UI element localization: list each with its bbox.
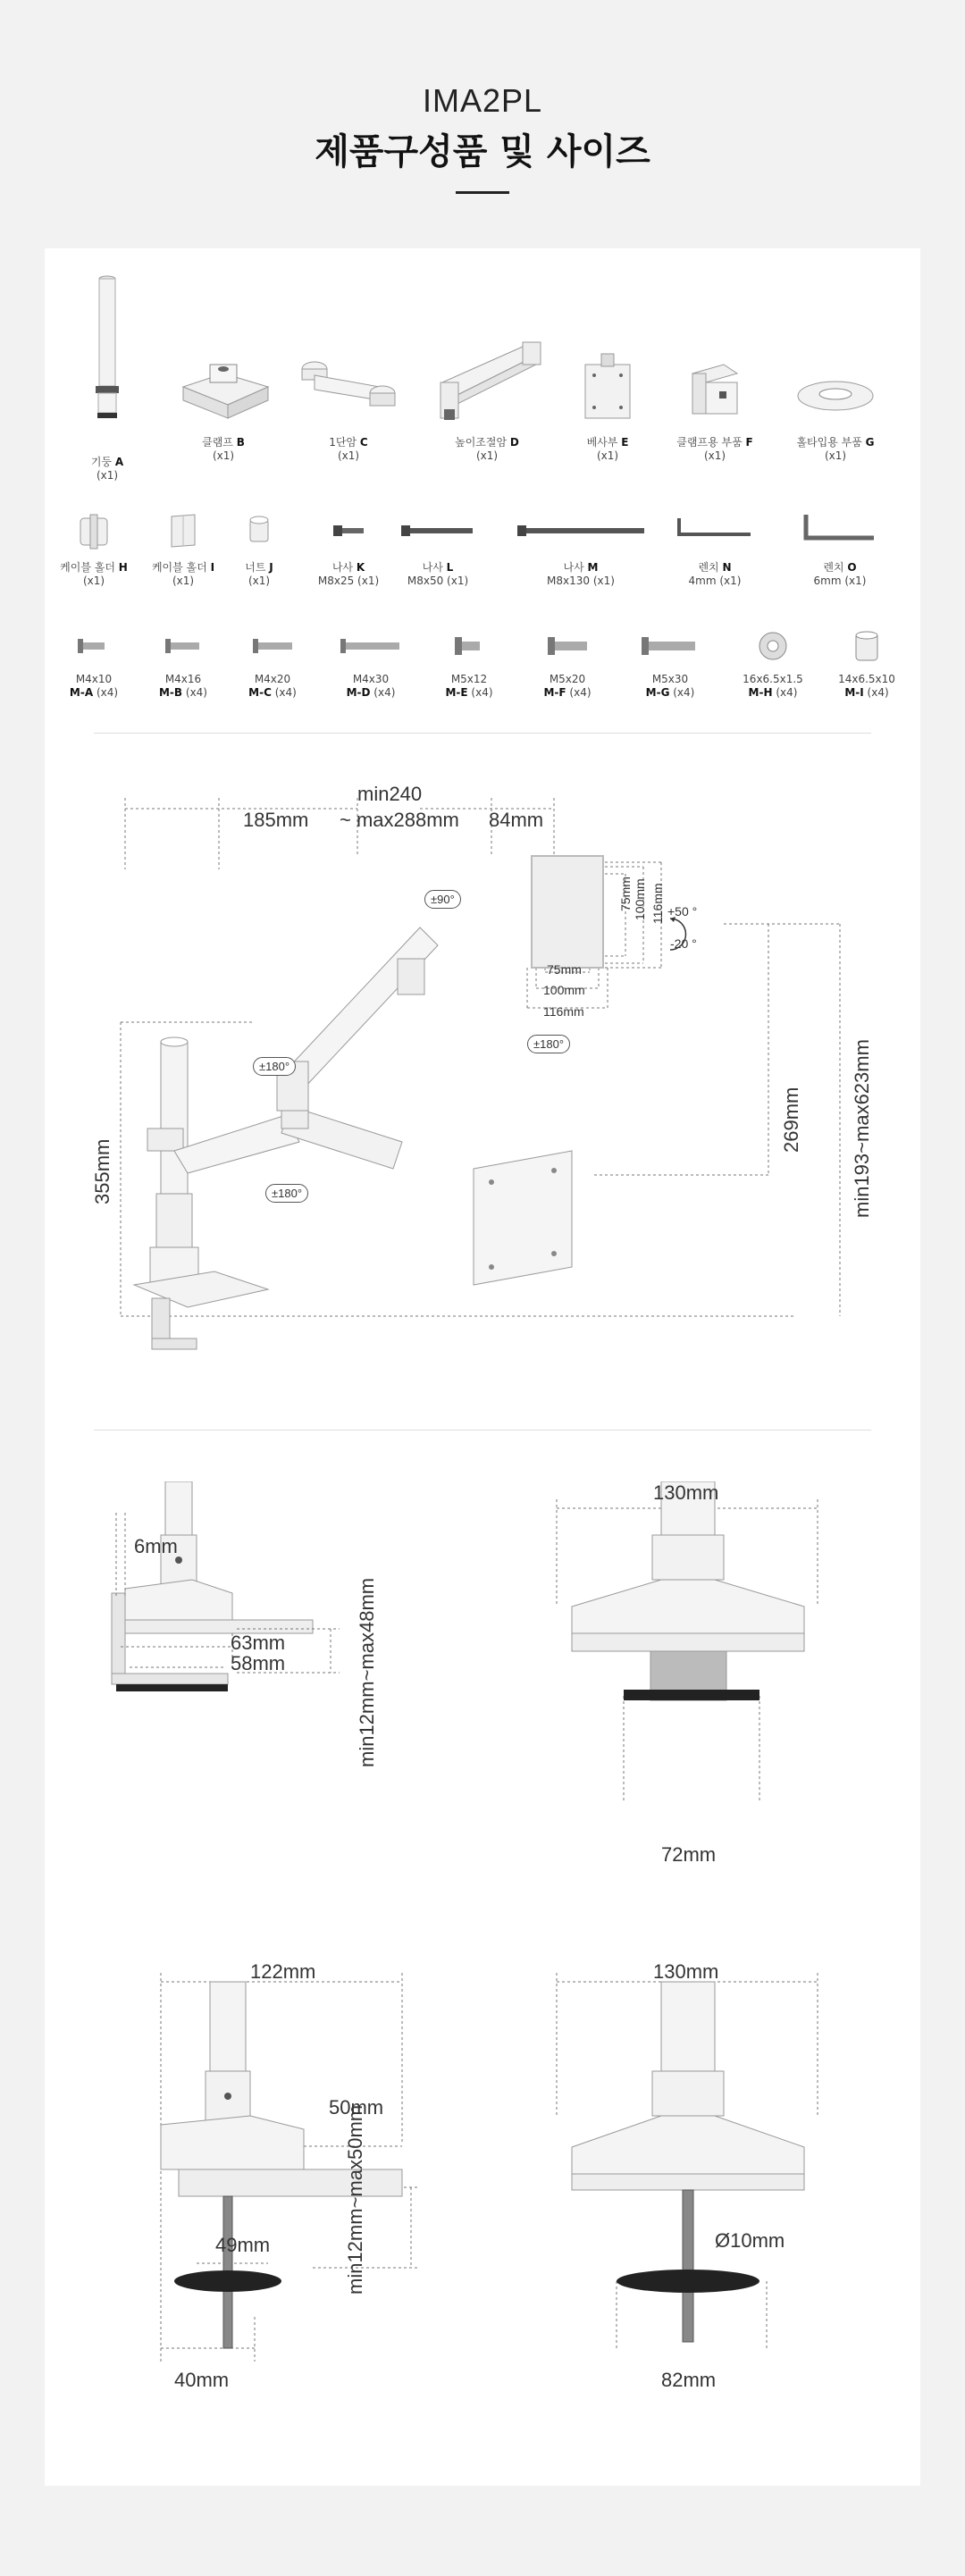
dim-diameter-10mm: Ø10mm [715, 2229, 785, 2252]
wrench-n-image [670, 508, 759, 552]
title-underline [456, 191, 509, 194]
part-name: 나사 [422, 561, 443, 574]
screw-qty: (x4) [373, 686, 396, 699]
dim-130mm-grommet: 130mm [653, 1960, 719, 1983]
screw-mg [617, 628, 724, 700]
screw-qty: (x4) [867, 686, 889, 699]
screw-size: M5x30 [651, 673, 689, 685]
screw-mc [223, 628, 322, 700]
wrench-o-image [795, 508, 885, 552]
part-qty: (x1) [172, 575, 195, 587]
spacer-image [840, 628, 894, 664]
part-name: 홀타입용 부품 [796, 436, 862, 449]
screw-qty: (x4) [471, 686, 493, 699]
vesa-v100: 100mm [633, 878, 647, 920]
screw-size: 14x6.5x10 [838, 673, 895, 685]
screw-mf [518, 628, 617, 700]
part-letter: M [587, 561, 599, 574]
screw-code: M-D [346, 686, 371, 699]
part-letter: H [118, 561, 128, 574]
screw-me [420, 628, 518, 700]
part-name: 기둥 [90, 456, 113, 468]
part-qty: (x1) [824, 449, 847, 462]
part-c [286, 338, 411, 463]
tilt-down-label: -20 ° [670, 936, 697, 951]
screw-size: M5x12 [450, 673, 488, 685]
screw-image [156, 628, 210, 664]
part-name: 너트 [245, 561, 266, 574]
vesa-image [576, 348, 639, 427]
part-qty: M8x130 (x1) [547, 575, 615, 587]
part-qty: (x1) [475, 449, 499, 462]
clamp-thickness: min12mm~max48mm [356, 1577, 378, 1767]
part-f [661, 356, 768, 463]
part-letter: K [356, 561, 365, 574]
dim-50mm: 50mm [329, 2096, 384, 2119]
screw-image [67, 628, 121, 664]
part-b [161, 338, 286, 463]
rotation-180-pole-label: ±180° [265, 1184, 308, 1203]
part-l [384, 508, 491, 588]
part-letter: G [865, 436, 875, 449]
part-name: 클램프용 부품 [676, 436, 743, 449]
height-269: 269mm [780, 1087, 802, 1153]
page-header [0, 0, 965, 241]
grommet-part-image [791, 365, 880, 427]
part-j [223, 508, 295, 588]
part-d [415, 329, 558, 463]
part-letter: O [847, 561, 857, 574]
part-qty: (x1) [703, 449, 726, 462]
screw-size: M5x20 [549, 673, 586, 685]
cable-holder-i-image [161, 508, 206, 552]
vesa-h116: 116mm [543, 1004, 584, 1019]
grommet-thickness: min12mm~max50mm [344, 2104, 366, 2295]
screw-code: M-C [248, 686, 272, 699]
screw-md [313, 628, 429, 700]
part-letter: D [509, 436, 519, 449]
part-e [563, 348, 652, 463]
part-name: 베사부 [586, 436, 618, 449]
part-n [652, 508, 777, 588]
reach-label-1: min240 [357, 783, 423, 805]
screw-code: M-E [445, 686, 468, 699]
screw-code: M-H [748, 686, 773, 699]
screw-mb [134, 628, 232, 700]
part-qty: (x1) [96, 469, 119, 482]
cable-holder-h-image [71, 508, 116, 552]
washer-mh [724, 628, 822, 700]
height-355: 355mm [91, 1138, 113, 1204]
screw-image [634, 628, 706, 664]
part-letter: E [621, 436, 629, 449]
part-name: 렌치 [698, 561, 719, 574]
dim-185: 185mm [243, 809, 309, 831]
screw-size: M4x30 [352, 673, 390, 685]
dim-72mm: 72mm [661, 1843, 717, 1866]
screw-code: M-A [69, 686, 94, 699]
part-qty: (x1) [248, 575, 271, 587]
vesa-v116: 116mm [650, 883, 665, 924]
screw-qty: (x4) [673, 686, 695, 699]
screw-code: M-F [543, 686, 566, 699]
dim-58mm: 58mm [231, 1652, 286, 1674]
part-name: 높이조절암 [455, 436, 508, 449]
part-m [491, 508, 670, 588]
part-letter: C [359, 436, 368, 449]
screw-code: M-I [844, 686, 864, 699]
part-qty: 4mm (x1) [688, 575, 742, 587]
part-qty: M8x50 (x1) [407, 575, 469, 587]
screw-size: M4x20 [254, 673, 291, 685]
height-range: min193~max623mm [851, 1039, 873, 1218]
rotation-90-label: ±90° [424, 890, 461, 909]
part-name: 케이블 홀더 [60, 561, 115, 574]
dim-40mm: 40mm [174, 2369, 230, 2391]
dim-49mm: 49mm [215, 2234, 271, 2256]
part-qty: (x1) [596, 449, 619, 462]
part-name: 클램프 [202, 436, 233, 449]
part-qty: (x1) [337, 449, 360, 462]
part-o [777, 508, 902, 588]
dim-122mm: 122mm [250, 1960, 316, 1983]
divider [94, 1430, 871, 1431]
part-letter: F [745, 436, 753, 449]
dim-63mm: 63mm [231, 1632, 286, 1654]
rotation-180-arm-label: ±180° [253, 1057, 296, 1076]
clamp-image [170, 338, 277, 427]
vesa-h75: 75mm [547, 962, 582, 977]
part-g [773, 365, 898, 463]
part-qty: 6mm (x1) [813, 575, 867, 587]
divider [94, 733, 871, 734]
part-name: 1단암 [329, 436, 357, 449]
part-name: 나사 [563, 561, 584, 574]
dim-84: 84mm [489, 809, 544, 831]
vesa-h100: 100mm [543, 983, 585, 997]
dim-82mm: 82mm [661, 2369, 717, 2391]
part-letter: I [210, 561, 215, 574]
vesa-v75: 75mm [618, 877, 633, 911]
part-qty: (x1) [212, 449, 235, 462]
screw-qty: (x4) [776, 686, 798, 699]
screw-image [246, 628, 299, 664]
screw-size: M4x10 [75, 673, 113, 685]
screw-qty: (x4) [96, 686, 119, 699]
screw-image [442, 628, 496, 664]
part-letter: L [446, 561, 454, 574]
part-a [45, 268, 170, 482]
washer-image [746, 628, 800, 664]
part-letter: N [722, 561, 732, 574]
screw-m-image [514, 508, 648, 552]
arm-c-image [295, 338, 402, 427]
arm-dimension-diagram [45, 749, 920, 1607]
part-i [134, 508, 232, 588]
screw-code: M-G [645, 686, 670, 699]
screw-k-image [326, 508, 371, 552]
dim-130mm: 130mm [653, 1481, 719, 1504]
part-k [304, 508, 393, 588]
part-letter: J [269, 561, 273, 574]
part-letter: A [114, 456, 124, 468]
screw-size: M4x16 [164, 673, 202, 685]
screw-code: M-B [158, 686, 183, 699]
grommet-views-diagram [45, 1955, 920, 2429]
arm-d-image [424, 329, 550, 427]
page-title: 제품구성품 및 사이즈 [315, 131, 650, 172]
screw-qty: (x4) [185, 686, 207, 699]
model-name: IMA2PL [422, 82, 543, 119]
screw-qty: (x4) [274, 686, 297, 699]
content-card [45, 248, 920, 2486]
part-qty: (x1) [82, 575, 105, 587]
clamp-part-image [679, 356, 751, 427]
part-qty: M8x25 (x1) [317, 575, 380, 587]
screw-qty: (x4) [569, 686, 592, 699]
part-h [45, 508, 143, 588]
screw-image [541, 628, 594, 664]
nut-image [241, 508, 277, 552]
part-letter: B [236, 436, 245, 449]
pole-image [89, 268, 125, 447]
screw-ma [45, 628, 143, 700]
screw-l-image [398, 508, 478, 552]
part-name: 케이블 홀더 [151, 561, 207, 574]
part-name: 나사 [331, 561, 354, 574]
spacer-mi [818, 628, 916, 700]
reach-label-2: ~ max288mm [340, 809, 459, 831]
part-name: 렌치 [823, 561, 844, 574]
tilt-up-label: +50 ° [667, 904, 698, 919]
screw-image [335, 628, 407, 664]
screw-size: 16x6.5x1.5 [743, 673, 803, 685]
dim-6mm: 6mm [134, 1535, 178, 1557]
rotation-180-head-label: ±180° [527, 1035, 570, 1053]
